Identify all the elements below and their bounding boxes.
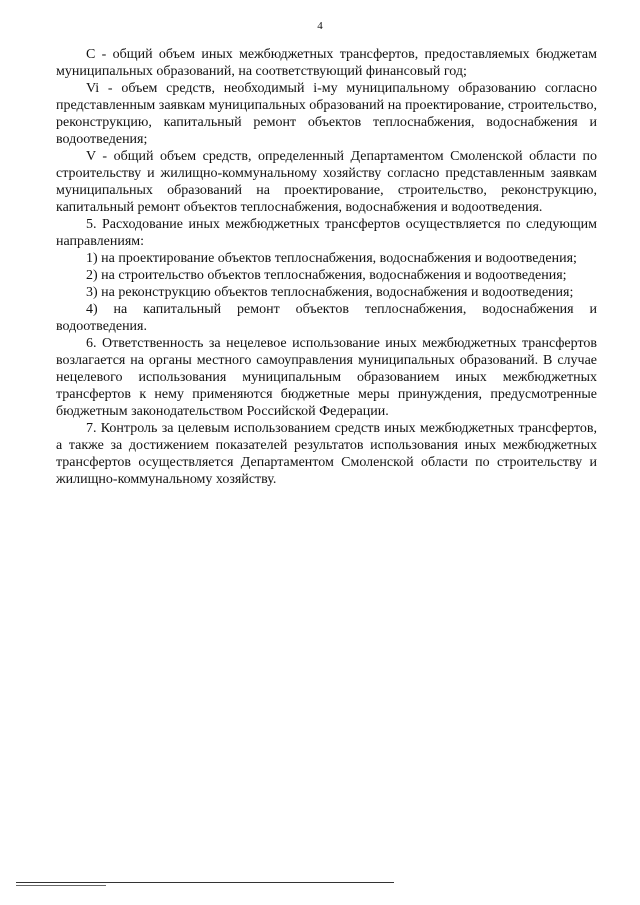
paragraph-item-5: 5. Расходование иных межбюджетных трансфертов осуществляется по следующим направлениям: [56,217,597,249]
page-number: 4 [317,20,323,32]
paragraph-item-7: 7. Контроль за целевым использованием средств иных межбюджетных трансфертов, а также за достижением показателей результатов использования иных межбюджетных трансфертов осуществляется Департаментом Смоленской области по строительству и жилищно-коммунальному хозяйству. [56,421,597,487]
paragraph-vi-definition: Vi - объем средств, необходимый i-му муниципальному образованию согласно представленным заявкам муниципальных образований на проектирование, строительство, реконструкцию, капитальный ремонт объектов теплоснабжения, водоснабжения и водоотведения; [56,81,597,147]
bottom-divider-short [16,885,106,886]
list-item-construction: 2) на строительство объектов теплоснабжения, водоснабжения и водоотведения; [86,268,567,283]
paragraph-c-definition: С - общий объем иных межбюджетных трансфертов, предоставляемых бюджетам муниципальных образований, на соответствующий финансовый год; [56,47,597,79]
document-body [56,46,597,488]
paragraph-v-definition: V - общий объем средств, определенный Департаментом Смоленской области по строительству и жилищно-коммунальному хозяйству согласно представленным заявкам муниципальных образований на проектирование, строительство, реконструкцию, капитальный ремонт объектов теплоснабжения, водоснабжения и водоотведения. [56,149,597,215]
list-item-capital-repair: 4) на капитальный ремонт объектов теплоснабжения, водоснабжения и водоотведения. [56,302,597,334]
bottom-divider [16,882,394,883]
list-item-reconstruction: 3) на реконструкцию объектов теплоснабжения, водоснабжения и водоотведения; [86,285,574,300]
list-item-design: 1) на проектирование объектов теплоснабжения, водоснабжения и водоотведения; [86,251,577,266]
paragraph-item-6: 6. Ответственность за нецелевое использование иных межбюджетных трансфертов возлагается на органы местного самоуправления муниципальных образований. В случае нецелевого использования муниципальным образованием иных межбюджетных трансфертов к нему применяются бюджетные меры принуждения, предусмотренные бюджетным законодательством Российской Федерации. [56,336,597,419]
